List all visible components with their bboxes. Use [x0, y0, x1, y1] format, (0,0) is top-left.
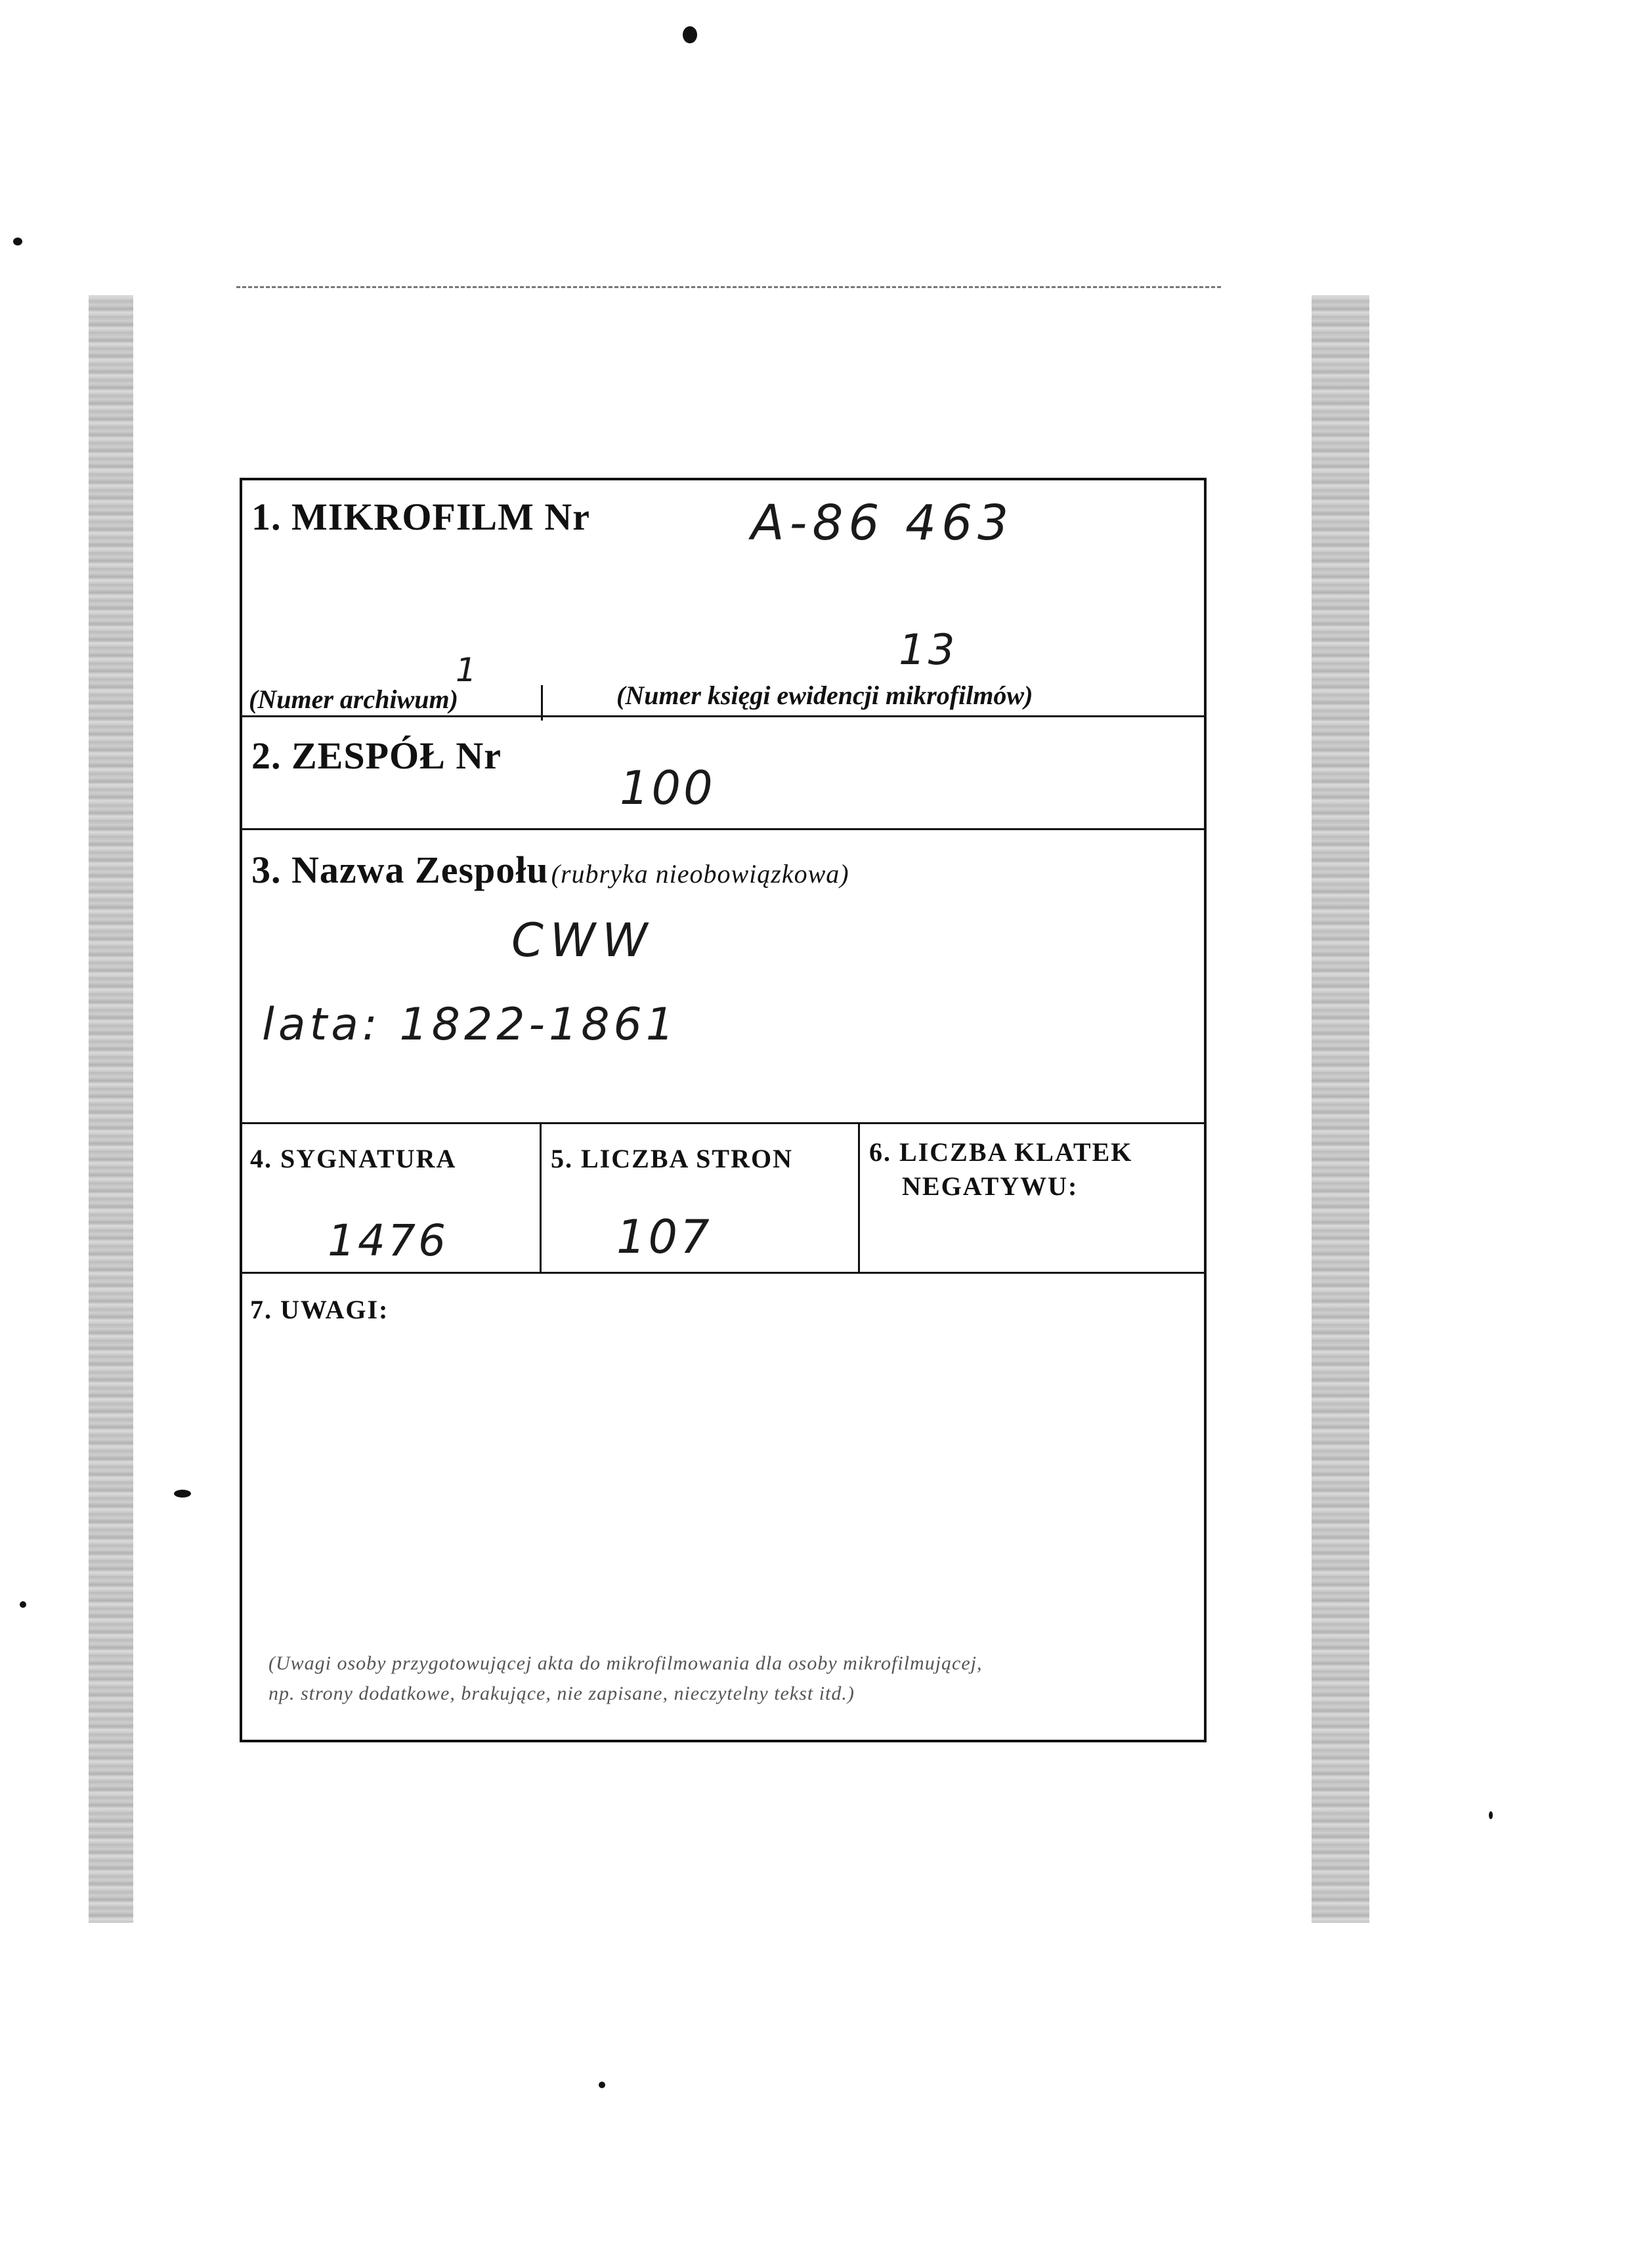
- column-divider: [858, 1122, 860, 1273]
- scan-speck: [13, 238, 22, 245]
- remarks-instructions: [268, 1648, 1181, 1709]
- remarks-label: 7. UWAGI:: [250, 1295, 389, 1324]
- page-count-label: 5. LICZBA STRON: [551, 1144, 793, 1173]
- register-number-label: (Numer księgi ewidencji mikrofilmów): [616, 681, 1033, 710]
- remarks-instructions-line2: np. strony dodatkowe, brakujące, nie zapisane, nieczytelny tekst itd.): [268, 1683, 855, 1704]
- scan-speck: [683, 26, 697, 43]
- archive-number-label: (Numer archiwum): [249, 684, 458, 714]
- fonds-name-label: 3. Nazwa Zespołu: [251, 849, 549, 891]
- microfilm-number-label: 1. MIKROFILM Nr: [251, 495, 590, 538]
- section-divider: [242, 715, 1204, 717]
- register-number-value: 13: [899, 626, 958, 675]
- microfilm-number-value: A-86 463: [751, 495, 1014, 551]
- fonds-name-value: CWW: [511, 914, 654, 967]
- scan-speck: [599, 2082, 605, 2088]
- negative-frames-label-line2: NEGATYWU:: [902, 1171, 1079, 1201]
- negative-frames-label-line1: 6. LICZBA KLATEK: [869, 1137, 1133, 1167]
- scan-margin-shadow-right: [1312, 295, 1369, 1923]
- fonds-name-optional-note: (rubryka nieobowiązkowa): [551, 859, 849, 889]
- signature-value: 1476: [328, 1215, 448, 1266]
- remarks-instructions-line1: (Uwagi osoby przygotowującej akta do mikrofilmowania dla osoby mikrofilmującej,: [268, 1652, 983, 1674]
- scan-top-rule: [236, 286, 1221, 288]
- page-count-value: 107: [616, 1210, 712, 1264]
- fonds-number-label: 2. ZESPÓŁ Nr: [251, 734, 502, 777]
- section-divider: [242, 1272, 1204, 1274]
- scan-speck: [174, 1490, 191, 1498]
- scan-speck: [1489, 1811, 1493, 1819]
- microfilm-form-card: [240, 478, 1207, 1742]
- fonds-number-value: 100: [620, 761, 716, 815]
- fonds-years-value: lata: 1822-1861: [262, 999, 679, 1051]
- archive-number-value: 1: [456, 651, 479, 689]
- scan-speck: [20, 1601, 26, 1608]
- signature-label: 4. SYGNATURA: [250, 1144, 457, 1173]
- section-divider: [242, 1122, 1204, 1124]
- section-divider: [242, 828, 1204, 830]
- fonds-name-label-row: [251, 848, 849, 892]
- scan-margin-shadow-left: [89, 295, 133, 1923]
- negative-frames-label: [869, 1135, 1132, 1204]
- column-divider: [540, 1122, 542, 1273]
